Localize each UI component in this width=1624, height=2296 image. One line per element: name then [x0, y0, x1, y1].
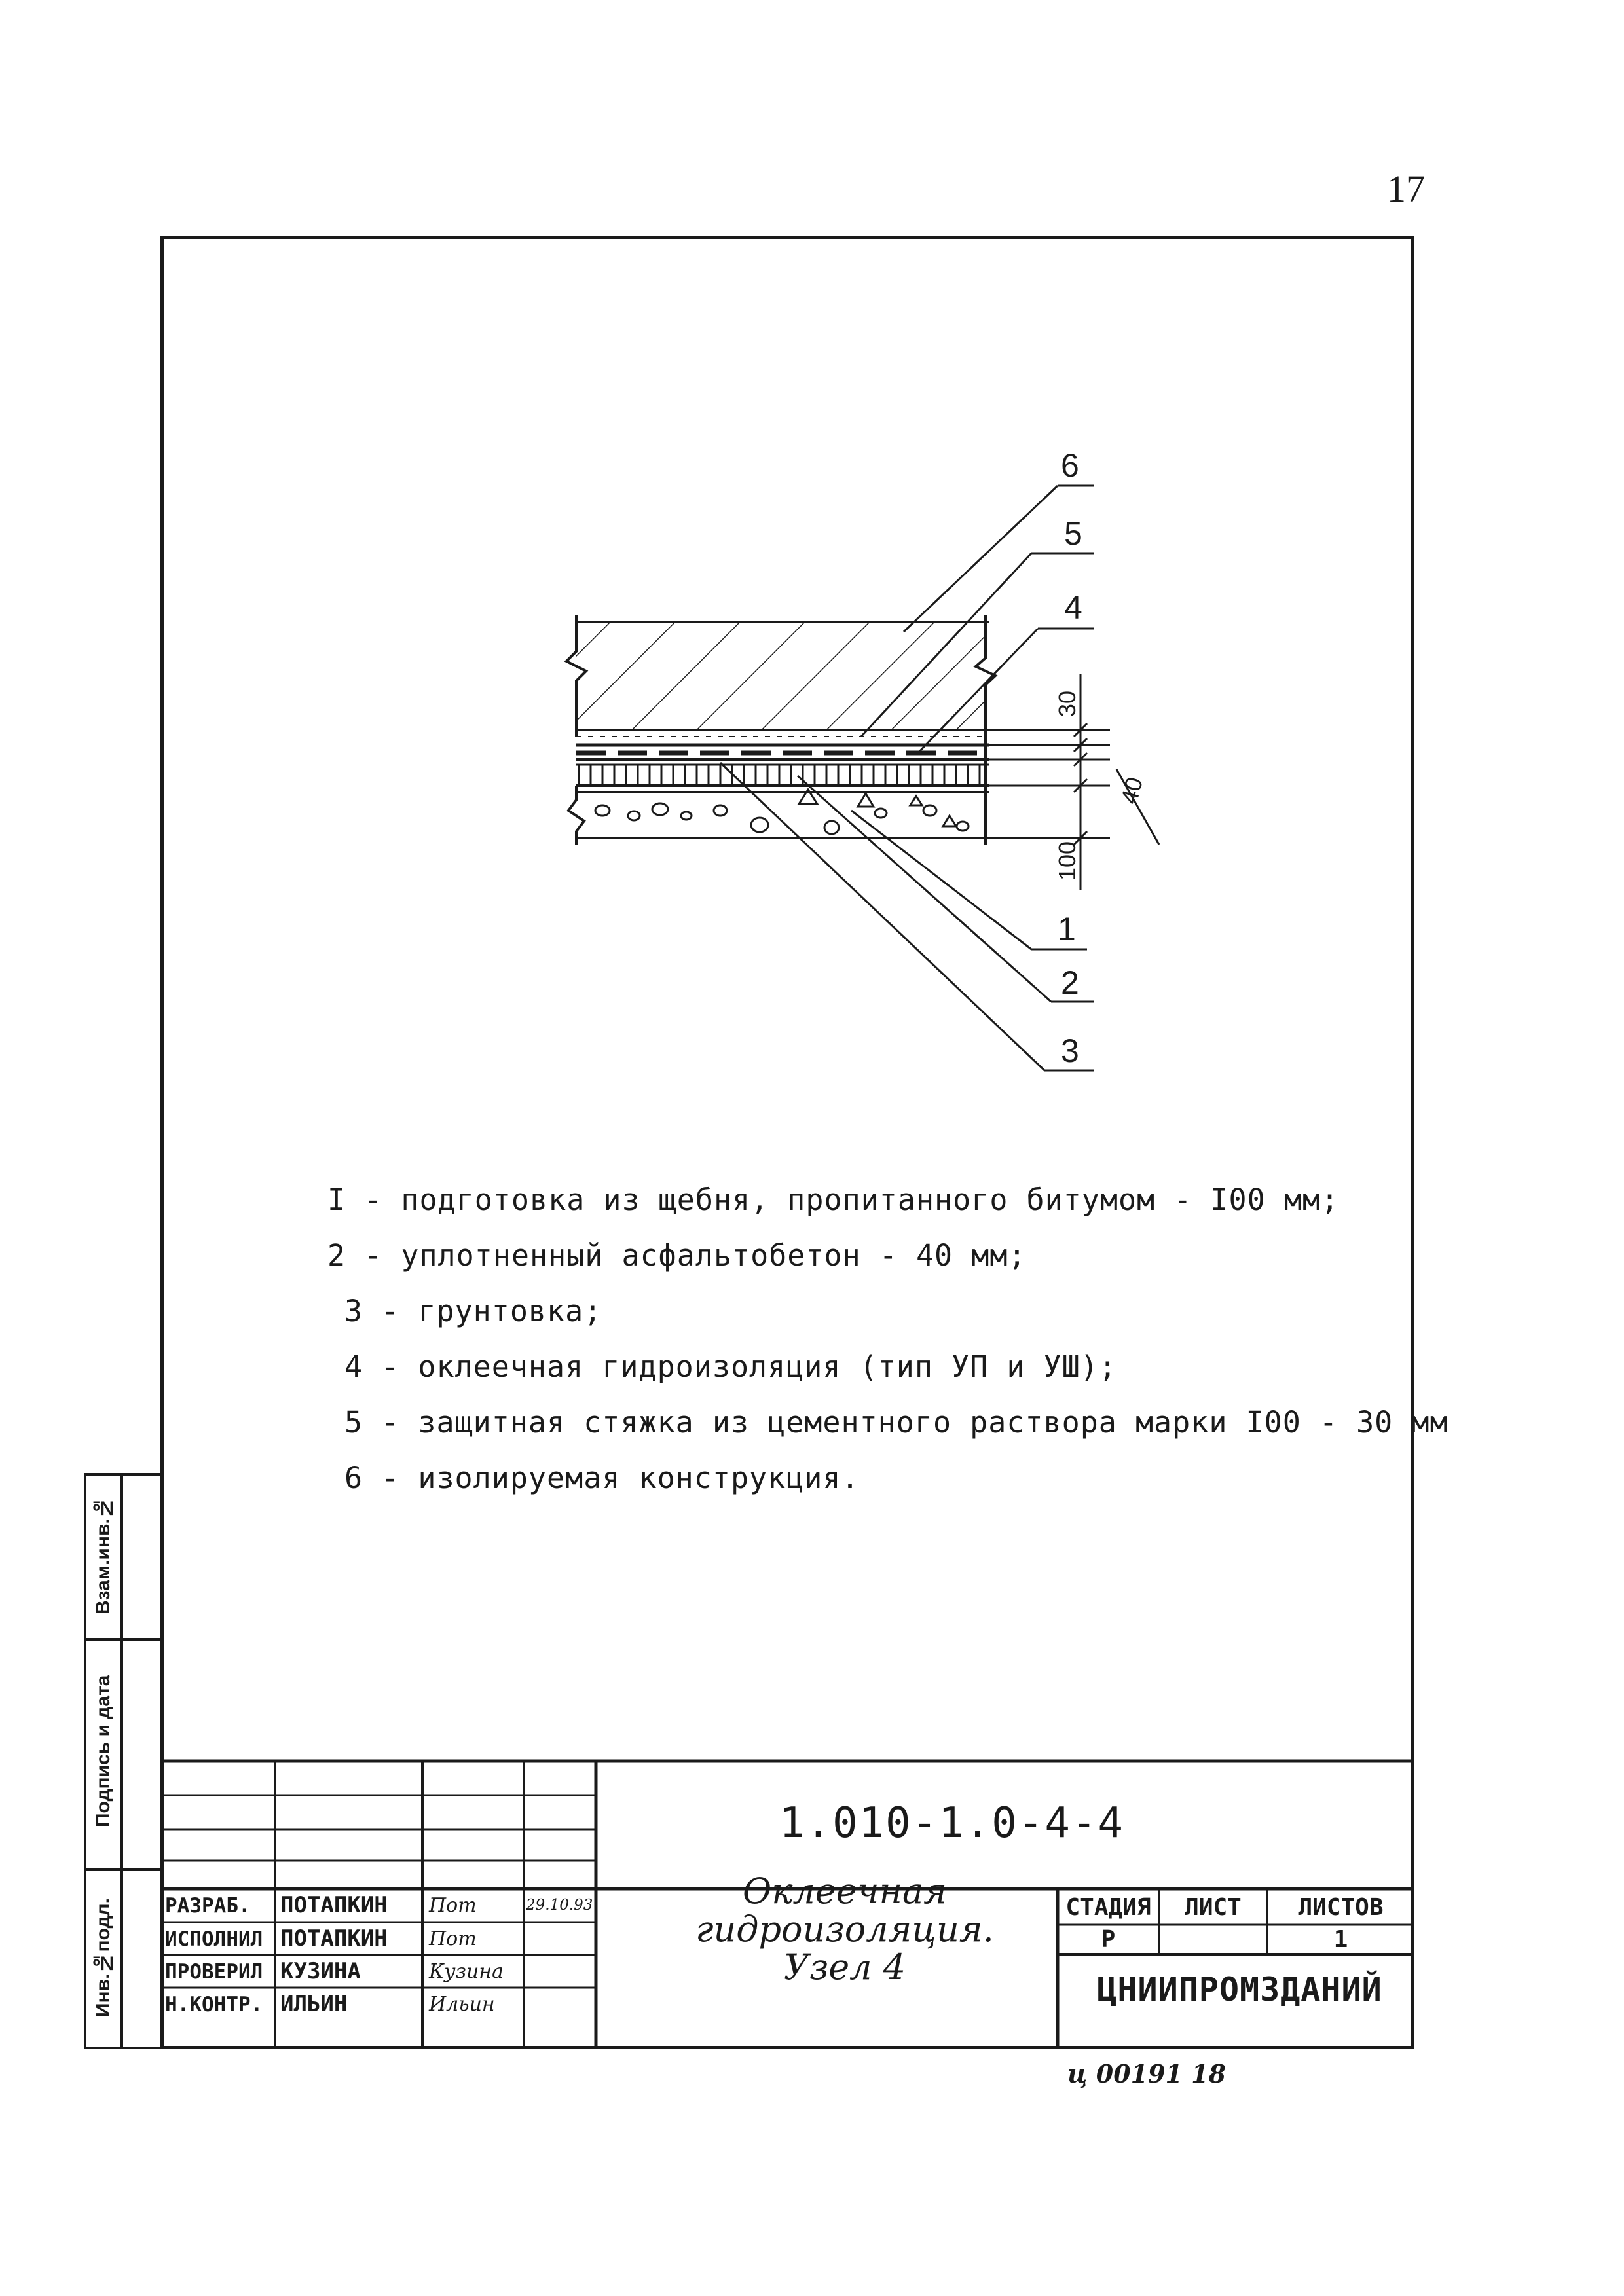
callout-3: 3: [1061, 1032, 1079, 1069]
organization-name: ЦНИИПРОМЗДАНИЙ: [1097, 1971, 1382, 2009]
staff-role: ИСПОЛНИЛ: [165, 1927, 263, 1951]
title-line: гидроизоляция.: [695, 1908, 994, 1950]
side-label-inv-orig: Инв.№подл.: [92, 1898, 114, 2017]
callout-5: 5: [1064, 515, 1082, 552]
document-code: 1.010-1.0-4-4: [779, 1799, 1124, 1848]
staff-role: ПРОВЕРИЛ: [165, 1960, 263, 1984]
title-line: Оклеечная: [743, 1870, 947, 1912]
callout-4: 4: [1064, 589, 1082, 626]
staff-role: Н.КОНТР.: [165, 1993, 263, 2016]
dim-100: 100: [1054, 841, 1080, 881]
staff-name: КУЗИНА: [280, 1958, 361, 1984]
document-title: [642, 1872, 1048, 1986]
value-sheets: 1: [1333, 1926, 1348, 1953]
legend-item: 2 - уплотненный асфальтобетон - 40 мм;: [327, 1238, 1027, 1273]
staff-signature: Пот: [429, 1894, 477, 1917]
callout-2: 2: [1061, 964, 1079, 1001]
staff-name: ПОТАПКИН: [280, 1892, 388, 1918]
legend-item: 5 - защитная стяжка из цементного раствора марки I00 - 30 мм: [344, 1405, 1449, 1440]
callout-6: 6: [1061, 447, 1079, 484]
staff-signature: Кузина: [429, 1960, 504, 1983]
inventory-stamp: ц 00191 18: [1067, 2059, 1227, 2088]
title-line: Узел 4: [783, 1946, 906, 1988]
callout-1: 1: [1058, 911, 1076, 947]
header-stage: СТАДИЯ: [1065, 1894, 1151, 1921]
header-sheet: ЛИСТ: [1185, 1894, 1242, 1921]
legend-item: 4 - оклеечная гидроизоляция (тип УП и УШ);: [344, 1349, 1117, 1384]
legend-item: 3 - грунтовка;: [344, 1294, 602, 1328]
side-label-signature-date: Подпись и дата: [92, 1675, 114, 1828]
staff-signature: Пот: [429, 1927, 477, 1950]
header-sheets: ЛИСТОВ: [1298, 1894, 1384, 1921]
staff-role: РАЗРАБ.: [165, 1894, 251, 1918]
legend-item: 6 - изолируемая конструкция.: [344, 1461, 860, 1495]
sheet-number: 17: [1387, 168, 1425, 210]
staff-name: ПОТАПКИН: [280, 1925, 388, 1952]
legend-item: I - подготовка из щебня, пропитанного битумом - I00 мм;: [327, 1182, 1340, 1217]
staff-signature: Ильин: [429, 1993, 495, 2016]
value-stage: Р: [1101, 1926, 1116, 1953]
dim-30: 30: [1054, 690, 1080, 717]
staff-name: ИЛЬИН: [280, 1991, 348, 2017]
staff-date: 29.10.93: [526, 1897, 593, 1914]
dim-40: 40: [1115, 774, 1149, 807]
side-label-vzam-inv: Взам.инв.№: [92, 1497, 114, 1614]
